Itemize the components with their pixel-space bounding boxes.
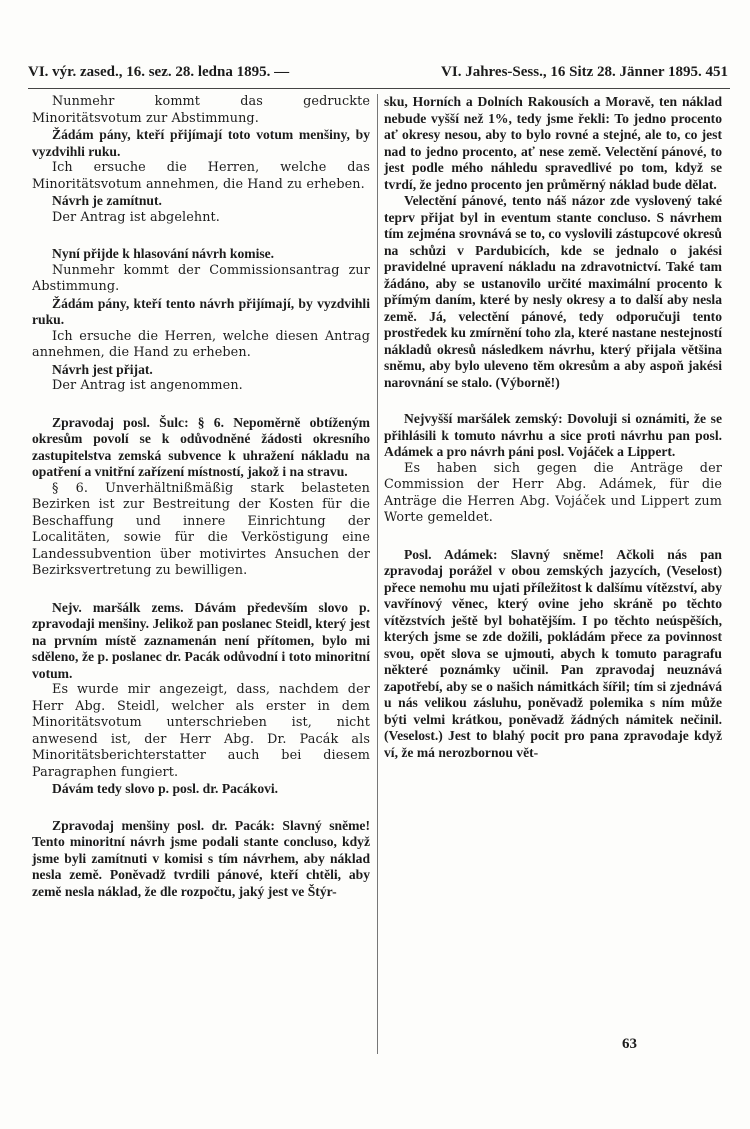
paragraph: Nejv. maršálk zems. Dávám především slovo p. zpravodaji menšiny. Jelikož pan poslanec Steidl, který jest na prvním místě zaznamenán není přítomen, bylo mi sděleno, že p. poslanec dr. Pacák odůvodní i toto minoritní votum. bbox=[32, 599, 370, 681]
header-separator: — bbox=[274, 64, 290, 80]
paragraph: Zpravodaj posl. Šulc: § 6. Nepoměrně obtíženým okresům povolí se k odůvodněné žádosti okresního zastupitelstva zemská subvence k uhražení nákladu na opatření a vnitřní zařízení místností, jakož i na stravu. bbox=[32, 414, 370, 479]
paragraph: sku, Horních a Dolních Rakousích a Moravě, ten náklad nebude vyšší než 1%, tedy jsme řekli: To jedno procento ať okresy nesou, aby to bylo rovné a stejné, ale to, co jest nad to jedno procento, ať nese země. Velectění pánové, to jest podle mého náhledu spravedlivé po tom, když se tvrdí, že jedno procento jen průměrný náklad bude dělat. bbox=[384, 94, 722, 192]
paragraph: Dávám tedy slovo p. posl. dr. Pacákovi. bbox=[52, 781, 279, 796]
paragraph: Es haben sich gegen die Anträge der Commission der Herr Abg. Adámek, für die Anträge die Herren Abg. Vojáček und Lippert zum Worte gemeldet. bbox=[384, 460, 722, 525]
paragraph-gap bbox=[384, 391, 722, 411]
paragraph: Der Antrag ist abgelehnt. bbox=[52, 209, 220, 225]
paragraph: Žádám pány, kteří tento návrh přijímají, by vyzdvihli ruku. bbox=[32, 295, 370, 327]
column-divider bbox=[377, 94, 378, 1054]
header-german: VI. Jahres-Sess., 16 Sitz 28. Jänner 1895. 451 bbox=[441, 64, 728, 80]
left-column bbox=[32, 94, 370, 900]
paragraph: Návrh jest přijat. bbox=[52, 361, 153, 377]
paragraph: Návrh je zamítnut. bbox=[52, 193, 162, 208]
paragraph-gap bbox=[384, 527, 722, 547]
header-czech bbox=[28, 64, 289, 81]
paragraph-gap bbox=[32, 395, 370, 415]
paragraph-gap bbox=[32, 798, 370, 818]
paragraph: Es wurde mir angezeigt, dass, nachdem der Herr Abg. Steidl, welcher als erster in dem Minoritätsvotum unterschrieben ist, nicht anwesend ist, der Herr Abg. Dr. Pacák als Minoritätsberichterstatter auch bei diesem Paragraphen fungiert. bbox=[32, 682, 370, 780]
paragraph: Zpravodaj menšiny posl. dr. Pacák: Slavný sněme! Tento minoritní návrh jsme podali stante concluso, když jsme byli zamítnuti v komisi s tím návrhem, aby náklad nesla země. Poněvadž tvrdili pánové, kteří chtěli, aby země nesla náklad, že dle rozpočtu, jaký jest ve Štýr- bbox=[32, 817, 370, 899]
paragraph: § 6. Unverhältnißmäßig stark belasteten Bezirken ist zur Bestreitung der Kosten für die Beschaffung und innere Einrichtung der Localitäten, sowie für die Verköstigung eine Landessubvention über motivirtes Ansuchen der Bezirksvertretung zu bewilligen. bbox=[32, 480, 370, 578]
page-number: 63 bbox=[622, 1036, 637, 1052]
header-czech-text: VI. výr. zased., 16. sez. 28. ledna 1895. bbox=[28, 64, 271, 80]
running-header bbox=[28, 64, 728, 86]
paragraph: Der Antrag ist angenommen. bbox=[52, 378, 243, 393]
paragraph-gap bbox=[32, 226, 370, 246]
header-rule bbox=[28, 88, 730, 89]
right-column bbox=[384, 94, 722, 761]
paragraph: Ich ersuche die Herren, welche diesen Antrag annehmen, die Hand zu erheben. bbox=[32, 328, 370, 360]
paragraph: Nejvyšší maršálek zemský: Dovoluji si oznámiti, že se přihlásili k tomuto návrhu a sice proti návrhu pan posl. Adámek a pro návrh páni posl. Vojáček a Lippert. bbox=[384, 411, 722, 459]
paragraph: Nunmehr kommt das gedruckte Minoritätsvotum zur Abstimmung. bbox=[32, 94, 370, 126]
paragraph: Nunmehr kommt der Commissionsantrag zur Abstimmung. bbox=[32, 262, 370, 294]
paragraph-gap bbox=[32, 580, 370, 600]
paragraph: Žádám pány, kteří přijímají toto votum menšiny, by vyzdvihli ruku. bbox=[32, 127, 370, 159]
paragraph: Ich ersuche die Herren, welche das Minoritätsvotum annehmen, die Hand zu erheben. bbox=[32, 160, 370, 192]
paragraph: Nyní přijde k hlasování návrh komise. bbox=[52, 246, 275, 261]
paragraph: Posl. Adámek: Slavný sněme! Ačkoli nás pan zpravodaj porážel v obou zemských jazycích, (Veselost) přece nemohu mu ujati příležitost k dalšímu vítězství, aby vavřínový věnec, který ovine jeho skráně po těchto vítězstvích ještě byl bohatějším. I po těchto neúspěších, kterých jsme se zde dožili, pokládám přece za povinnost svou, opět slova se ujmouti, abych k tomuto paragrafu některé poznámky učinil. Pan zpravodaj neuznává zapotřebí, aby se o našich námitkách šířil; tím si zjednává u nás velikou zásluhu, poněvadž polemika s ním může býti velmi krátkou, poněvadž žádných námitek nečinil. (Veselost.) Jest to blahý pocit pro pana zpravodaje když ví, že má nerozbornou vět- bbox=[384, 546, 722, 760]
paragraph: Velectění pánové, tento náš názor zde vyslovený také teprv přijat byl in eventum stante concluso. S návrhem tím zejména srovnává se to, co vyslovili zástupcové okresů na schůzi v Pardubicích, kde se jednalo o jakési pravidelné upravení nákladu na zdravotnictví. Také tam žádáno, aby se ustanovilo určité maximální procento k přímým daním, které by nesly okresy a to další aby nesla země. Já, velectění pánové, tedy odporučuji tento prostředek ku zmírnění toho zla, které nastane nestejností nákladů okresů následkem návrhu, který přijala většina sněmu, aby bylo uleveno těm okresům a aby aspoň jakési narovnání se stalo. (Výborně!) bbox=[384, 193, 722, 390]
